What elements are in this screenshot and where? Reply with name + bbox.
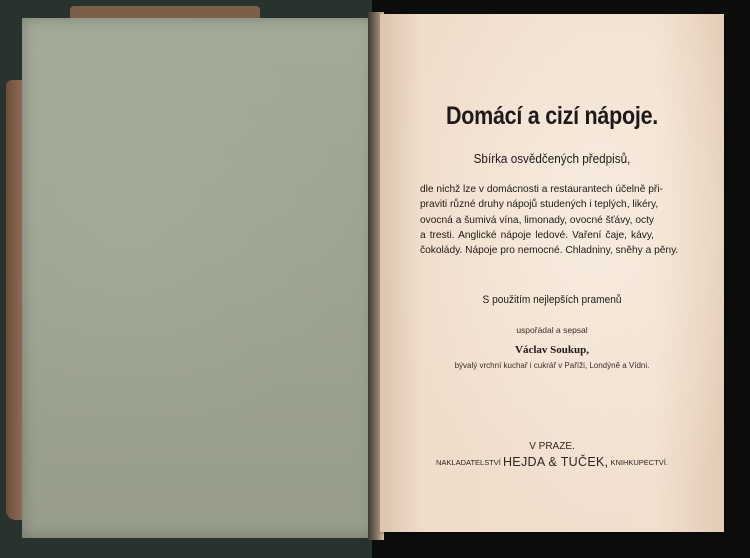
title-page <box>380 14 724 532</box>
book-title: Domácí a cizí nápoje. <box>445 102 659 130</box>
publisher-suffix: KNIHKUPECTVÍ. <box>610 458 668 467</box>
description-line: a tresti. Anglické nápoje ledové. Vaření čaje, kávy, <box>420 229 654 241</box>
publisher-prefix: NAKLADATELSTVÍ <box>436 458 501 467</box>
author-description: bývalý vrchní kuchař i cukrář v Paříži, Londýně a Vídni. <box>454 361 650 370</box>
publisher-name: HEJDA & TUČEK, <box>502 455 609 469</box>
book-subtitle: Sbírka osvědčených předpisů, <box>473 151 631 166</box>
description-line: čokolády. Nápoje pro nemocné. Chladniny, sněhy a pěny. <box>420 245 679 257</box>
sources-note: S použitím nejlepších pramenů <box>482 294 622 306</box>
book-description <box>420 182 679 258</box>
publisher-line <box>380 455 724 469</box>
endpaper-page <box>22 18 374 538</box>
description-line: praviti různé druhy nápojů studených i teplých, likéry, <box>420 199 659 211</box>
description-line: dle nichž lze v domácnosti a restaurantech účelně při- <box>420 184 663 195</box>
publication-place: V PRAZE. <box>529 441 575 452</box>
author-name: Václav Soukup, <box>515 344 589 356</box>
description-line: ovocná a šumivá vína, limonady, ovocné šťávy, octy <box>420 214 654 226</box>
compiled-by: uspořádal a sepsal <box>516 325 588 335</box>
